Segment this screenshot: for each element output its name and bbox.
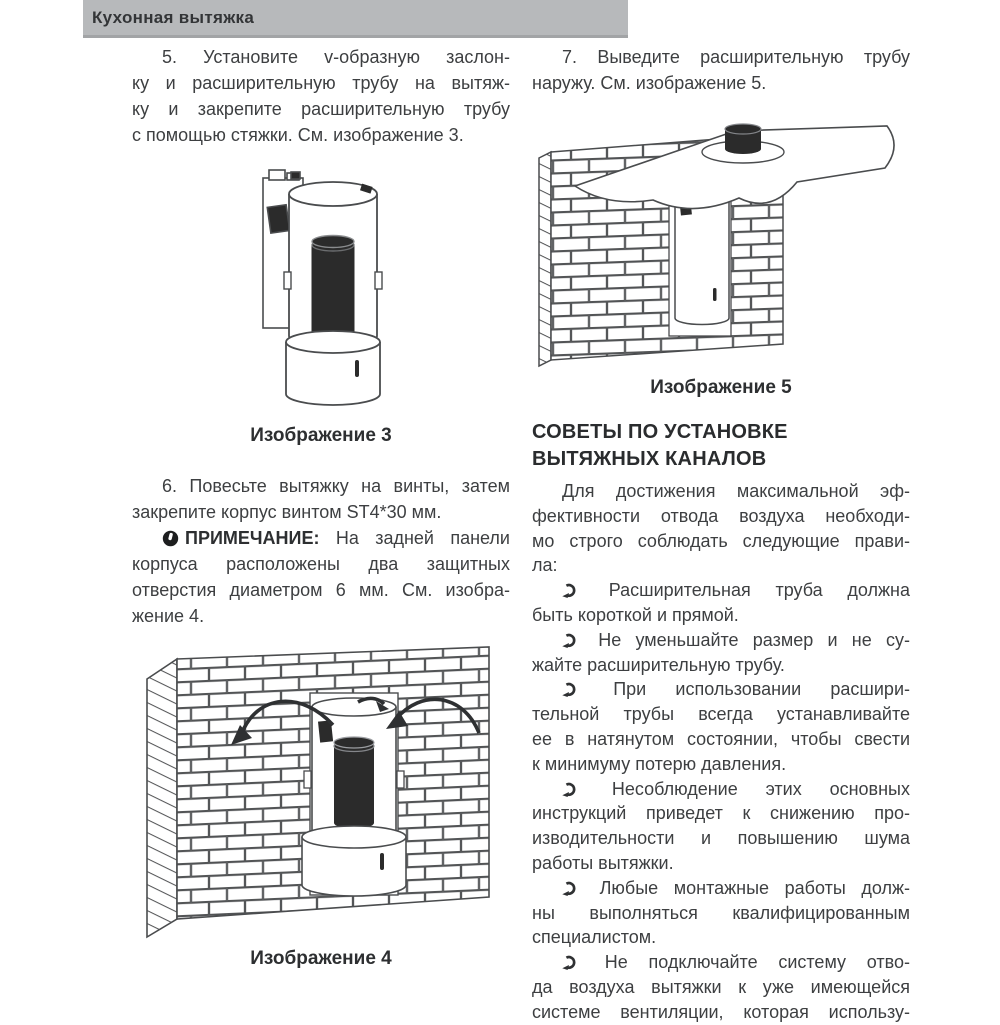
note-first-text: На задней панели: [335, 528, 510, 548]
text-line: ла:: [532, 555, 558, 576]
text-line: специалистом.: [532, 927, 657, 948]
exhaust-pipe: [725, 124, 761, 154]
tip-item-2: [532, 628, 910, 678]
text-line: быть короткой и прямой.: [532, 604, 739, 625]
figure-5-caption: Изображение 5: [650, 377, 792, 398]
note-circle-icon: [162, 530, 179, 547]
text-line: Не уменьшайте размер и не су-: [532, 628, 910, 653]
text-line: с помощью стяжки. См. изображение 3.: [132, 125, 464, 145]
hood-cylinder: [675, 192, 729, 325]
figure-3-illustration: [235, 164, 435, 414]
tips-heading: [532, 419, 910, 473]
text-line: жение 4.: [132, 606, 205, 626]
tips-heading-line-2: ВЫТЯЖНЫХ КАНАЛОВ: [532, 448, 767, 470]
step-7-paragraph: [532, 44, 910, 96]
text-line: ее в натянутом состоянии, чтобы свести: [532, 728, 910, 749]
text-line: изводительности и повышению шума: [532, 828, 910, 849]
text-line: жайте расширительную трубу.: [532, 654, 785, 675]
curved-arrow-bullet-icon: [562, 682, 577, 697]
text-line: корпуса расположены два защитных: [132, 554, 510, 574]
figure-4-caption: Изображение 4: [250, 948, 392, 969]
text-line: Не подключайте систему отво-: [532, 950, 910, 975]
text-line: При использовании расшири-: [532, 677, 910, 702]
text-line: к минимуму потерю давления.: [532, 753, 787, 774]
text-line: инструкций приведет к снижению про-: [532, 803, 910, 824]
right-column: [532, 44, 910, 1025]
text-line: мо строго соблюдать следующие прави-: [532, 530, 910, 551]
figure-3-caption: Изображение 3: [250, 425, 392, 446]
text-line: 6. Повесьте вытяжку на винты, затем: [162, 476, 510, 496]
text-line: тельной трубы всегда устанавливайте: [532, 704, 910, 725]
figure-4-illustration: [137, 645, 505, 937]
text-line: Расширительная труба должна: [532, 578, 910, 603]
text-line: закрепите корпус винтом ST4*30 мм.: [132, 502, 442, 522]
text-line: ны выполняться квалифицированным: [532, 902, 910, 923]
text-line: наружу. См. изображение 5.: [532, 73, 767, 93]
figure-5-illustration: [535, 122, 907, 366]
step-5-paragraph: [132, 44, 510, 148]
figure-3: [132, 164, 510, 447]
curved-arrow-bullet-icon: [562, 583, 577, 598]
curved-arrow-bullet-icon: [562, 633, 577, 648]
tip-item-4: [532, 777, 910, 876]
hood-body-cylinder: [286, 331, 380, 405]
text-line: Любые монтажные работы долж-: [532, 876, 910, 901]
page-title: Кухонная вытяжка: [92, 8, 255, 27]
text-line: Для достижения максимальной эф-: [562, 481, 910, 501]
tip-item-6: [532, 950, 910, 1024]
left-column: [132, 44, 510, 970]
step-6-paragraph: [132, 473, 510, 525]
text-line: работы вытяжки.: [532, 852, 674, 873]
text-line: да воздуха вытяжки к уже имеющейся: [532, 976, 910, 997]
curved-arrow-bullet-icon: [562, 782, 577, 797]
tips-intro-paragraph: [532, 479, 910, 578]
curved-arrow-bullet-icon: [562, 881, 577, 896]
tip-item-1: [532, 578, 910, 628]
text-line: ку и закрепите расширительную трубу: [132, 99, 510, 119]
figure-5: [532, 122, 910, 399]
note-continuation: [132, 551, 510, 629]
text-line: системе вентиляции, которая использу-: [532, 1001, 910, 1022]
note-paragraph: [132, 525, 510, 629]
tip-item-3: [532, 677, 910, 776]
note-label: ПРИМЕЧАНИЕ:: [185, 528, 320, 548]
tip-item-5: [532, 876, 910, 950]
text-line: Несоблюдение этих основных: [532, 777, 910, 802]
note-first-line: [132, 525, 510, 551]
figure-4: [132, 645, 510, 970]
text-line: 7. Выведите расширительную трубу: [562, 47, 910, 67]
tips-heading-line-1: СОВЕТЫ ПО УСТАНОВКЕ: [532, 421, 788, 443]
text-line: ку и расширительную трубу на вытяж-: [132, 73, 510, 93]
tips-section: [532, 479, 910, 1025]
text-line: фективности отвода воздуха необходи-: [532, 505, 910, 526]
text-line: 5. Установите v-образную заслон-: [162, 47, 510, 67]
curved-arrow-bullet-icon: [562, 955, 577, 970]
text-line: отверстия диаметром 6 мм. См. изобра-: [132, 580, 510, 600]
